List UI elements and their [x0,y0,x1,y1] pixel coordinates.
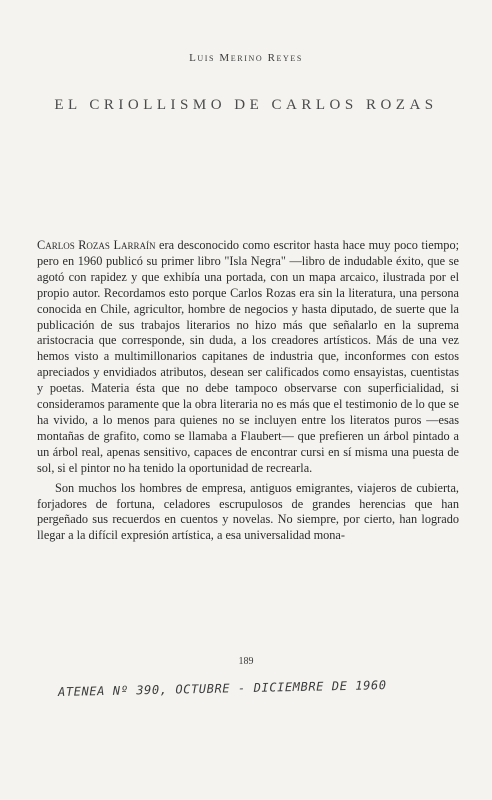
paragraph-1 [37,238,459,477]
paragraph-1-text: era desconocido como escritor hasta hace muy poco tiempo; pero en 1960 publicó su primer libro "Isla Negra" —libro de indudable éxito, que se agotó con rapidez y que exhibía una portada, con un mapa arcaico, ilustrada por el propio autor. Recordamos esto porque Carlos Rozas era sin la literatura, una persona conocida en Chile, agricultor, hombre de negocios y hasta diputado, de suerte que la publicación de sus trabajos literarios no hizo más que señalarlo en la suprema aristocracia que corresponde, sin duda, a los creadores artísticos. Más de una vez hemos visto a multimillonarios capitanes de industria que, inconformes con estos apreciados y envidiados atributos, desean ser calificados como ensayistas, cuentistas y poetas. Materia ésta que no debe tampoco observarse con superficialidad, si consideramos paramente que la obra literaria no es más que el testimonio de lo que se ha vivido, a lo menos para quienes no se incluyen entre los literatos puros —esas montañas de grafito, como se llamaba a Flaubert— que prefieren un árbol pintado a un árbol real, apenas sensitivo, capaces de encontrar cursi en sí misma una puesta de sol, si el pintor no ha tenido la oportunidad de recrearla. [37,238,460,475]
paragraph-1-lead: Carlos Rozas Larraín [37,238,156,252]
paragraph-2: Son muchos los hombres de empresa, antiguos emigrantes, viajeros de cubierta, forjadores de fortuna, celadores escrupulosos de grandes herencias que han pergeñado sus recuerdos en cuentos y novelas. No siempre, por cierto, han logrado llegar a la difícil expresión artística, a esa universalidad mona- [37,480,459,543]
author-name: Luis Merino Reyes [189,52,303,64]
article-title: EL CRIOLLISMO DE CARLOS ROZAS [54,97,438,113]
handwritten-citation-note: ATENEA Nº 390, OCTUBRE - DICIEMBRE DE 1960 [57,678,387,699]
article-body [37,238,459,544]
page-number: 189 [238,656,254,667]
